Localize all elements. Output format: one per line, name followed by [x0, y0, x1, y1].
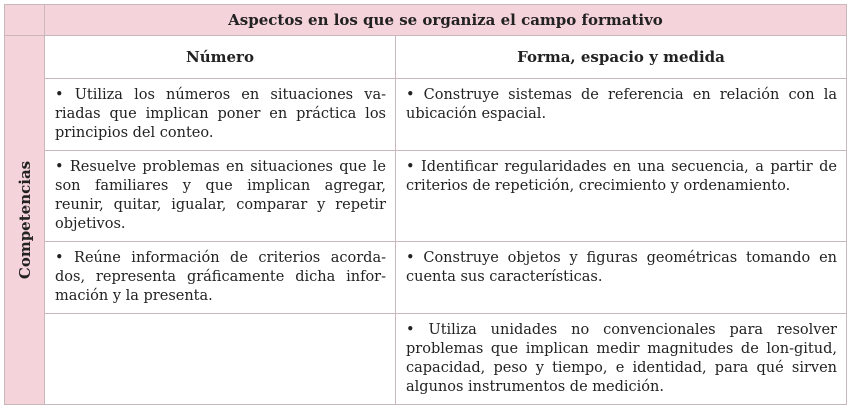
cell-forma: • Construye objetos y figuras geométricas tomando en cuenta sus características.	[396, 241, 847, 314]
cell-numero	[45, 314, 396, 405]
side-header	[5, 36, 45, 405]
table-row	[5, 241, 847, 314]
column-header-row	[5, 36, 847, 78]
table-row	[5, 151, 847, 242]
cell-forma: • Utiliza unidades no convencionales para resolver problemas que implican medir magnitudes de lon-gitud, capacidad, peso y tiempo, e identidad, para qué sirven algunos instrumentos de medición.	[396, 314, 847, 405]
cell-numero: • Utiliza los números en situaciones va-riadas que implican poner en práctica los principios del conteo.	[45, 78, 396, 151]
competencias-table	[4, 4, 847, 405]
cell-numero: • Resuelve problemas en situaciones que le son familiares y que implican agregar, reunir, quitar, igualar, comparar y repetir objetivos.	[45, 151, 396, 242]
table-row	[5, 314, 847, 405]
column-header-numero: Número	[45, 36, 396, 78]
title-row	[5, 5, 847, 36]
cell-forma: • Construye sistemas de referencia en relación con la ubicación espacial.	[396, 78, 847, 151]
cell-forma: • Identificar regularidades en una secuencia, a partir de criterios de repetición, crecimiento y ordenamiento.	[396, 151, 847, 242]
cell-numero: • Reúne información de criterios acorda-dos, representa gráficamente dicha infor-mación y la presenta.	[45, 241, 396, 314]
column-header-forma: Forma, espacio y medida	[396, 36, 847, 78]
table-title: Aspectos en los que se organiza el campo formativo	[45, 5, 847, 36]
side-label: Competencias	[15, 160, 34, 280]
corner-cell	[5, 5, 45, 36]
table-row	[5, 78, 847, 151]
